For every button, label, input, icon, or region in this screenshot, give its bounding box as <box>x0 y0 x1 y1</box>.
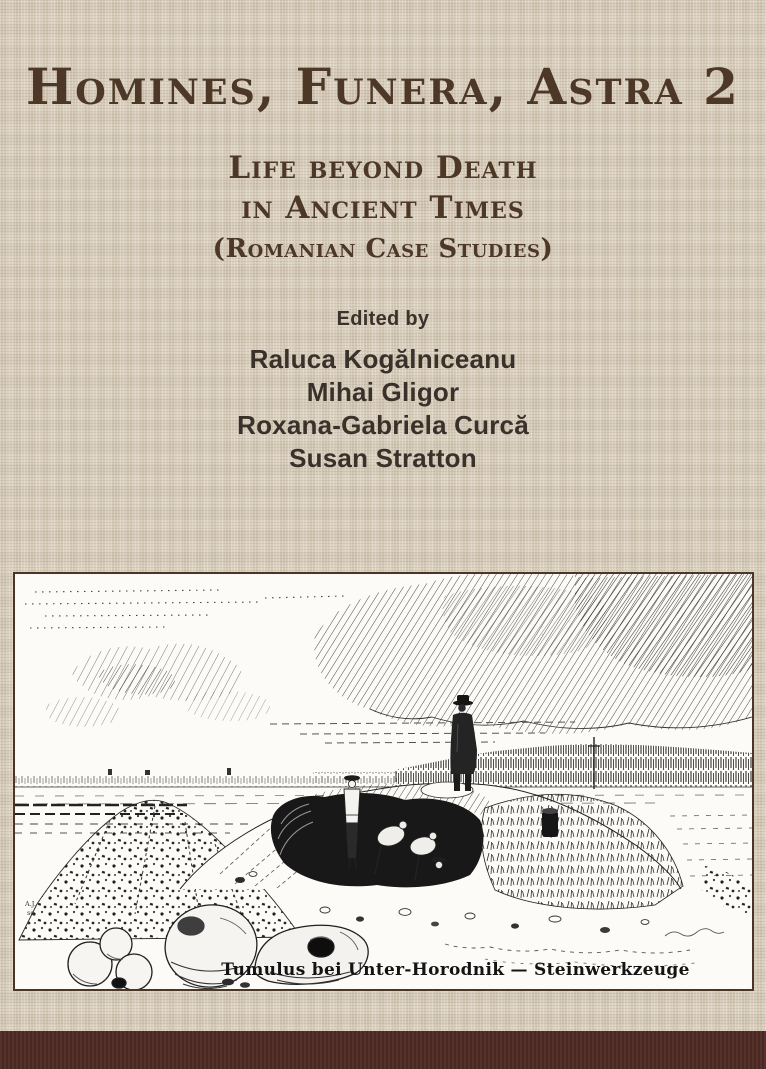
book-title: Homines, Funera, Astra 2 <box>26 57 740 116</box>
edited-by-label: Edited by <box>336 308 430 330</box>
editor-name: Roxana-Gabriela Curcă <box>237 410 529 440</box>
editor-name: Raluca Kogălniceanu <box>249 344 517 374</box>
subtitle-line-2: in Ancient Times <box>241 190 525 226</box>
engraving-svg <box>15 574 752 989</box>
cloud-right <box>314 574 752 734</box>
engraver-signature: A.J. sc. <box>25 900 37 917</box>
urn <box>542 808 558 837</box>
cover-illustration <box>13 572 754 991</box>
book-subtitle <box>0 148 766 268</box>
illustration-caption: Tumulus bei Unter-Horodnik — Steinwerkzeuge <box>221 960 690 980</box>
editor-list <box>0 343 766 475</box>
editor-name: Susan Stratton <box>289 443 477 473</box>
footer-band <box>0 1031 766 1069</box>
editor-name: Mihai Gligor <box>306 377 460 407</box>
subtitle-line-1: Life beyond Death <box>228 150 538 186</box>
subtitle-line-3: (Romanian Case Studies) <box>212 234 554 264</box>
excavation-pit <box>271 793 484 887</box>
